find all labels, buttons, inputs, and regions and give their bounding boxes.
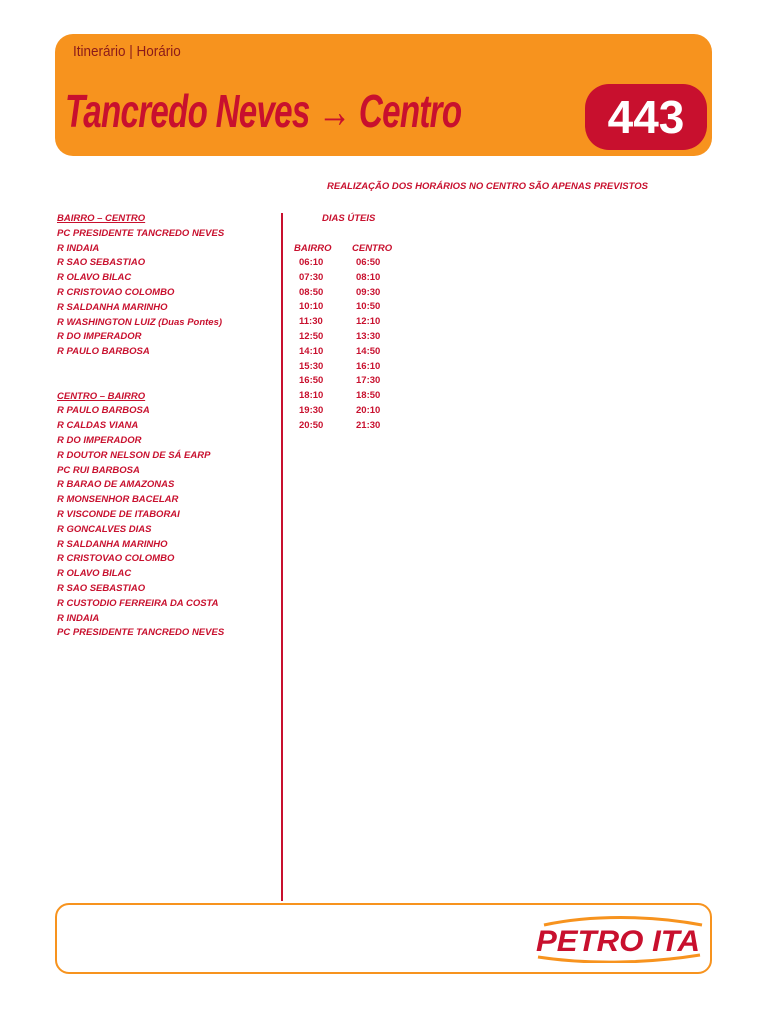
centro-times [356, 256, 380, 434]
list-item: R INDAIA [57, 612, 100, 624]
time-cell: 10:50 [356, 301, 381, 313]
time-cell: 12:50 [299, 330, 324, 342]
route-number-badge: 443 [585, 84, 707, 150]
time-cell: 08:50 [299, 286, 324, 298]
list-item: R INDAIA [57, 242, 100, 254]
list-item: PC RUI BARBOSA [57, 464, 140, 476]
time-cell: 07:30 [299, 271, 324, 283]
list-item: R GONCALVES DIAS [57, 523, 152, 535]
list-item: R VISCONDE DE ITABORAI [57, 508, 180, 520]
time-cell: 14:50 [356, 345, 381, 357]
itinerary-list [57, 212, 224, 641]
time-cell: 19:30 [299, 404, 324, 416]
list-item: PC PRESIDENTE TANCREDO NEVES [57, 227, 225, 239]
list-item: R SAO SEBASTIAO [57, 582, 146, 594]
list-item: R PAULO BARBOSA [57, 405, 150, 417]
list-item: R DO IMPERADOR [57, 434, 142, 446]
bairro-times [299, 256, 323, 434]
list-item: R PAULO BARBOSA [57, 346, 150, 358]
time-cell: 08:10 [356, 271, 381, 283]
list-item: R OLAVO BILAC [57, 568, 132, 580]
time-cell: 16:50 [299, 375, 324, 387]
day-type-heading: DIAS ÚTEIS [322, 213, 376, 224]
list-item: R MONSENHOR BACELAR [57, 494, 179, 506]
schedule-note: REALIZAÇÃO DOS HORÁRIOS NO CENTRO SÃO APENAS PREVISTOS [327, 181, 648, 192]
column-divider [281, 213, 283, 901]
list-item: PC PRESIDENTE TANCREDO NEVES [57, 627, 225, 639]
time-cell: 14:10 [299, 345, 324, 357]
time-cell: 15:30 [299, 360, 324, 372]
list-item: R SAO SEBASTIAO [57, 257, 146, 269]
list-item: R DO IMPERADOR [57, 331, 142, 343]
bairro-column-header: BAIRRO [294, 243, 332, 254]
list-item: R CRISTOVAO COLOMBO [57, 286, 175, 298]
time-cell: 20:50 [299, 419, 324, 431]
time-cell: 13:30 [356, 330, 381, 342]
time-cell: 12:10 [356, 316, 381, 328]
page-title: Tancredo Neves → Centro [65, 85, 462, 137]
time-cell: 20:10 [356, 404, 381, 416]
list-item: R DOUTOR NELSON DE SÁ EARP [57, 449, 211, 461]
time-cell: 06:10 [299, 257, 324, 268]
petro-ita-logo [530, 915, 705, 963]
time-cell: 18:50 [356, 390, 381, 402]
time-cell: 21:30 [356, 419, 381, 431]
list-item: R CALDAS VIANA [57, 420, 139, 432]
time-cell: 10:10 [299, 301, 324, 313]
list-item: R CRISTOVAO COLOMBO [57, 553, 175, 565]
list-item: R SALDANHA MARINHO [57, 301, 168, 313]
list-item: R WASHINGTON LUIZ (Duas Pontes) [57, 316, 223, 328]
outbound-heading: BAIRRO – CENTRO [57, 213, 146, 224]
header-subtitle: Itinerário | Horário [73, 43, 181, 60]
time-cell: 06:50 [356, 257, 381, 268]
inbound-heading: CENTRO – BAIRRO [57, 390, 146, 402]
spacer [57, 360, 224, 390]
time-cell: 11:30 [299, 316, 323, 328]
time-cell: 16:10 [356, 360, 381, 372]
time-cell: 17:30 [356, 375, 381, 387]
list-item: R CUSTODIO FERREIRA DA COSTA [57, 597, 219, 609]
list-item: R SALDANHA MARINHO [57, 538, 168, 550]
time-cell: 09:30 [356, 286, 381, 298]
list-item: R OLAVO BILAC [57, 272, 132, 284]
header-banner [55, 34, 712, 156]
list-item: R BARAO DE AMAZONAS [57, 479, 175, 491]
time-cell: 18:10 [299, 390, 324, 402]
centro-column-header: CENTRO [352, 243, 393, 254]
logo-text: PETRO ITA [536, 925, 700, 958]
